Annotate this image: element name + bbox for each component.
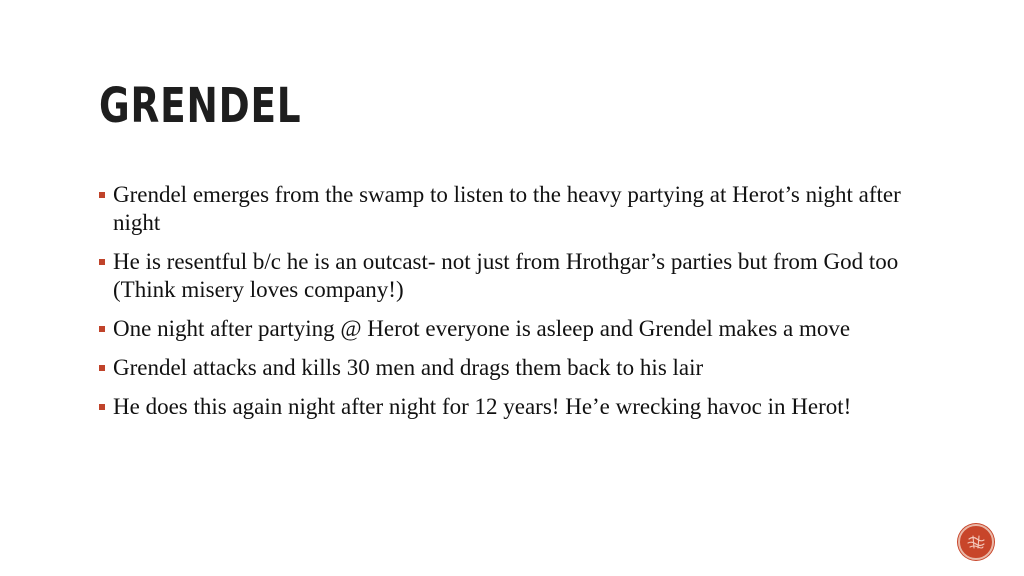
bullet-text: Grendel emerges from the swamp to listen to the heavy partying at Herot’s night after night (113, 182, 901, 235)
list-item (99, 315, 919, 343)
slide-nav-icon (965, 531, 987, 553)
bullet-text: One night after partying @ Herot everyone is asleep and Grendel makes a move (113, 316, 851, 341)
bullet-text: Grendel attacks and kills 30 men and drags them back to his lair (113, 355, 704, 380)
slide-nav-button[interactable] (958, 524, 994, 560)
bullet-list (99, 181, 919, 432)
list-item (99, 393, 919, 421)
bullet-marker-icon (99, 404, 105, 410)
list-item (99, 248, 919, 304)
bullet-marker-icon (99, 365, 105, 371)
list-item (99, 181, 919, 237)
bullet-marker-icon (99, 259, 105, 265)
bullet-marker-icon (99, 326, 105, 332)
bullet-text: He does this again night after night for 12 years! He’e wrecking havoc in Herot! (113, 394, 852, 419)
slide-title: GRENDEL (99, 78, 302, 134)
bullet-marker-icon (99, 192, 105, 198)
list-item (99, 354, 919, 382)
bullet-text: He is resentful b/c he is an outcast- not just from Hrothgar’s parties but from God too (Think misery loves company!) (113, 249, 899, 302)
